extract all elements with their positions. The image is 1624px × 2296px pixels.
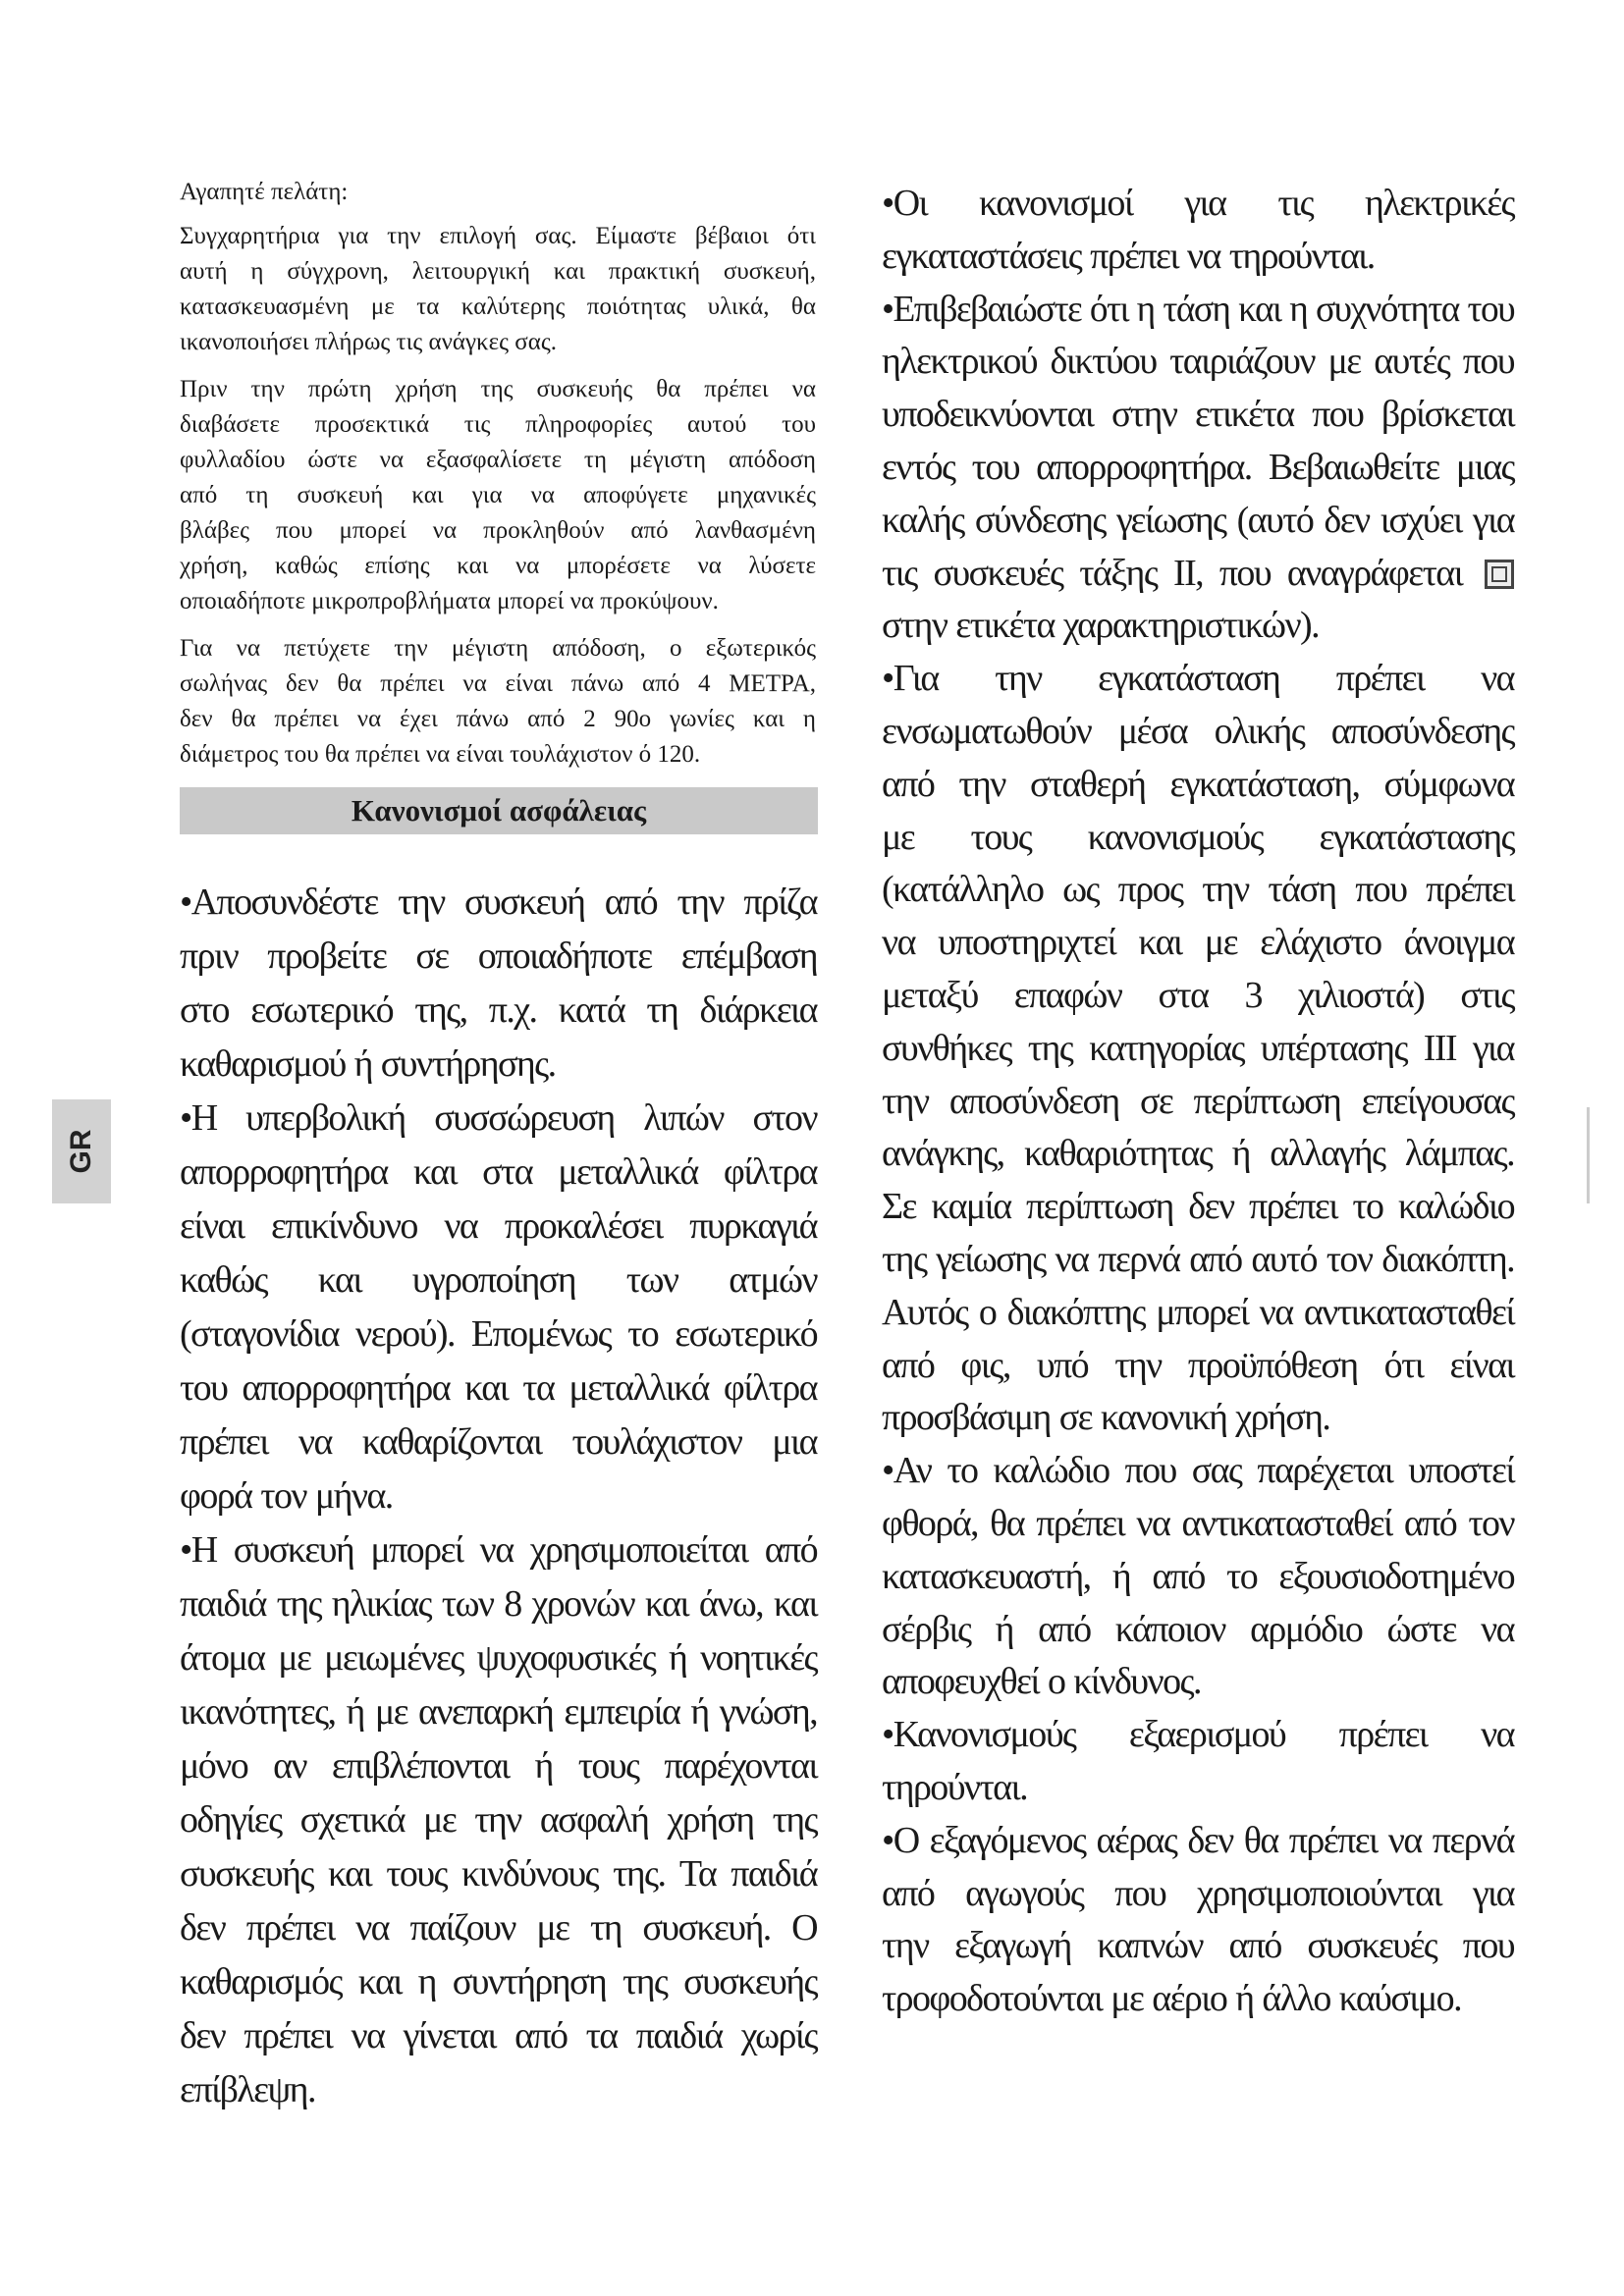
intro-paragraph — [180, 219, 816, 360]
text-line: επίβλεψη. — [180, 2069, 315, 2110]
text-line: την εξαγωγή καπνών από συσκευές που — [882, 1925, 1514, 1967]
text-line: •Η συσκευή μπορεί να χρησιμοποιείται από — [180, 1529, 817, 1571]
text-line: πριν προβείτε σε οποιαδήποτε επέμβαση — [180, 935, 817, 977]
language-tab — [52, 1099, 111, 1203]
text-line: Συγχαρητήρια για την επιλογή σας. Είμαστε βέβαιοι ότι — [180, 223, 816, 249]
text-line: •Οι κανονισμοί για τις ηλεκτρικές — [882, 183, 1514, 224]
text-line: Σε καμία περίπτωση δεν πρέπει το καλώδιο — [882, 1186, 1514, 1228]
text-line: οδηγίες σχετικά με την ασφαλή χρήση της — [180, 1799, 817, 1841]
text-line: είναι επικίνδυνο να προκαλέσει πυρκαγιά — [180, 1205, 817, 1247]
text-line: κατασκευασμένη με τα καλύτερης ποιότητας υλικά, θα — [180, 294, 816, 320]
text-line: μεταξύ επαφών στα 3 χιλιοστά) στις — [882, 974, 1514, 1016]
text-line: καθαρισμός και η συντήρηση της συσκευής — [180, 1961, 817, 2002]
text-line: βλάβες που μπορεί να προκληθούν από λανθασμένη — [180, 517, 816, 544]
text-line: •Κανονισμούς εξαερισμού πρέπει να — [882, 1714, 1514, 1756]
text-line: φθορά, θα πρέπει να αντικατασταθεί από τον — [882, 1502, 1514, 1544]
intro-paragraph — [180, 372, 816, 619]
text-line: διαβάσετε προσεκτικά τις πληροφορίες αυτού του — [180, 411, 816, 438]
safety-rule — [882, 1445, 1514, 1709]
safety-rule — [882, 1815, 1514, 2026]
text-line: ενσωματωθούν μέσα ολικής αποσύνδεσης — [882, 710, 1514, 752]
text-line: άτομα με μειωμένες ψυχοφυσικές ή νοητικές — [180, 1637, 817, 1679]
text-line: από φις, υπό την προϋπόθεση ότι είναι — [882, 1344, 1514, 1386]
intro-paragraph — [180, 631, 816, 773]
text-line: παιδιά της ηλικίας των 8 χρονών και άνω, και — [180, 1583, 817, 1625]
text-line: από τη συσκευή και για να αποφύγετε μηχανικές — [180, 482, 816, 508]
text-line: κατασκευαστή, ή από το εξουσιοδοτημένο — [882, 1555, 1514, 1597]
text-line: συνθήκες της κατηγορίας υπέρτασης ΙΙΙ για — [882, 1027, 1514, 1069]
safety-rule — [882, 284, 1514, 654]
section-title: Κανονισμοί ασφάλειας — [180, 787, 818, 834]
safety-rule — [180, 1523, 817, 2117]
text-line: •Επιβεβαιώστε ότι η τάση και η συχνότητα του — [882, 288, 1514, 330]
text-line: στο εσωτερικό της, π.χ. κατά τη διάρκεια — [180, 989, 817, 1031]
text-line: ικανότητες, ή με ανεπαρκή εμπειρία ή γνώση, — [180, 1691, 817, 1733]
text-line: •Για την εγκατάσταση πρέπει να — [882, 658, 1514, 700]
text-line: στην ετικέτα χαρακτηριστικών). — [882, 605, 1319, 647]
text-line: τηρούνται. — [882, 1766, 1028, 1808]
page-edge-marker — [1587, 1107, 1590, 1203]
text-line: Πριν την πρώτη χρήση της συσκευής θα πρέπει να — [180, 376, 816, 402]
text-line: εγκαταστάσεις πρέπει να τηρούνται. — [882, 235, 1375, 277]
double-square-icon — [1485, 560, 1514, 589]
text-line: τροφοδοτούνται με αέριο ή άλλο καύσιμο. — [882, 1978, 1461, 2020]
text-line: από αγωγούς που χρησιμοποιούνται για — [882, 1872, 1514, 1914]
text-line: αυτή η σύγχρονη, λειτουργική και πρακτική συσκευή, — [180, 258, 816, 285]
text-line: χρήση, καθώς επίσης και να μπορέσετε να λύσετε — [180, 553, 816, 579]
text-line: απορροφητήρα και στα μεταλλικά φίλτρα — [180, 1151, 817, 1193]
intro-text — [180, 175, 816, 773]
text-line: καθώς και υγροποίηση των ατμών — [180, 1259, 817, 1301]
text-line: προσβάσιμη σε κανονική χρήση. — [882, 1397, 1330, 1439]
text-line: (σταγονίδια νερού). Επομένως το εσωτερικό — [180, 1313, 817, 1355]
text-line: με τους κανονισμούς εγκατάστασης — [882, 816, 1514, 858]
text-line: •Ο εξαγόμενος αέρας δεν θα πρέπει να περνά — [882, 1819, 1514, 1861]
text-line: (κατάλληλο ως προς την τάση που πρέπει — [882, 869, 1514, 911]
text-line: υποδεικνύονται στην ετικέτα που βρίσκεται — [882, 394, 1514, 436]
text-line: εντός του απορροφητήρα. Βεβαιωθείτε μιας — [882, 446, 1514, 488]
text-line: πρέπει να καθαρίζονται τουλάχιστον μια — [180, 1421, 817, 1463]
text-line: φορά τον μήνα. — [180, 1475, 393, 1517]
text-line: συσκευής και τους κινδύνους της. Τα παιδιά — [180, 1853, 817, 1895]
text-line: μόνο αν επιβλέπονται ή τους παρέχονται — [180, 1745, 817, 1787]
text-line: οποιαδήποτε μικροπροβλήματα μπορεί να προκύψουν. — [180, 588, 719, 614]
text-line: από την σταθερή εγκατάσταση, σύμφωνα — [882, 763, 1514, 805]
text-line: δεν πρέπει να παίζουν με τη συσκευή. Ο — [180, 1907, 817, 1949]
safety-rule — [180, 1092, 817, 1523]
text-line: ανάγκης, καθαριότητας ή αλλαγής λάμπας. — [882, 1133, 1514, 1175]
safety-rule — [180, 876, 817, 1092]
text-line: καθαρισμού ή συντήρησης. — [180, 1043, 556, 1085]
safety-rules-left — [180, 876, 817, 2117]
safety-rule — [882, 653, 1514, 1445]
text-line: σωλήνας δεν θα πρέπει να είναι πάνω από 4 ΜΕΤΡΑ, — [180, 670, 816, 697]
text-line: •Αποσυνδέστε την συσκευή από την πρίζα — [180, 881, 817, 923]
text-line: ηλεκτρικού δικτύου ταιριάζουν με αυτές που — [882, 341, 1514, 383]
text-line: Αγαπητέ πελάτη: — [180, 179, 349, 205]
text-line: δεν πρέπει να γίνεται από τα παιδιά χωρίς — [180, 2015, 817, 2056]
text-line: τις συσκευές τάξης ΙΙ, που αναγράφεται — [882, 548, 1514, 601]
text-line: του απορροφητήρα και τα μεταλλικά φίλτρα — [180, 1367, 817, 1409]
safety-rule — [882, 1709, 1514, 1815]
safety-rule — [882, 178, 1514, 284]
text-line: Για να πετύχετε την μέγιστη απόδοση, ο εξωτερικός — [180, 635, 816, 662]
text-line: διάμετρος του θα πρέπει να είναι τουλάχιστον ό 120. — [180, 741, 701, 768]
text-line: •Αν το καλώδιο που σας παρέχεται υποστεί — [882, 1450, 1514, 1492]
text-line: δεν θα πρέπει να έχει πάνω από 2 90ο γωνίες και η — [180, 706, 816, 732]
text-line: αποφευχθεί ο κίνδυνος. — [882, 1661, 1201, 1703]
text-line: της γείωσης να περνά από αυτό τον διακόπτη. — [882, 1238, 1514, 1280]
text-line: Αυτός ο διακόπτης μπορεί να αντικατασταθεί — [882, 1291, 1514, 1333]
safety-rules-right — [882, 178, 1514, 2026]
text-line: καλής σύνδεσης γείωσης (αυτό δεν ισχύει για — [882, 499, 1514, 541]
text-line: την αποσύνδεση σε περίπτωση επείγουσας — [882, 1080, 1514, 1122]
text-line: ικανοποιήσει πλήρως τις ανάγκες σας. — [180, 329, 557, 355]
text-line: να υποστηριχτεί και με ελάχιστο άνοιγμα — [882, 922, 1514, 964]
language-tab-label: GR — [65, 1129, 97, 1174]
text-line: σέρβις ή από κάποιον αρμόδιο ώστε να — [882, 1608, 1514, 1650]
text-line: •Η υπερβολική συσσώρευση λιπών στον — [180, 1097, 817, 1139]
text-line: φυλλαδίου ώστε να εξασφαλίσετε τη μέγιστη απόδοση — [180, 447, 816, 473]
